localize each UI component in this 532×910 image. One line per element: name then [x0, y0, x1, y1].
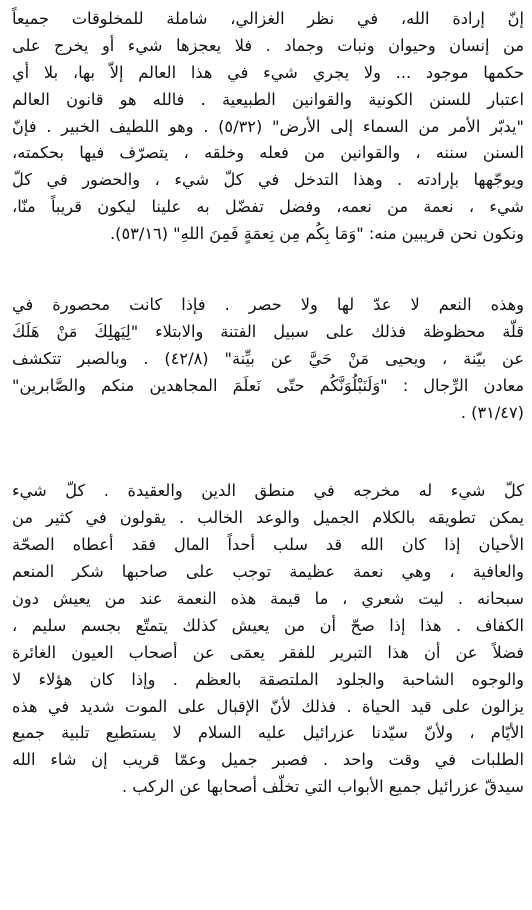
text-line: من إنسان وحيوان ونبات وجماد . فلا يعجزها شيء أو يخرج على: [12, 35, 524, 55]
text-line: قلّة محظوظة فذلك على سبيل الفتنة والابتلاء "لِيَهلِكَ مَنْ هَلَكَ: [12, 321, 524, 341]
text-line: السنن سننه ، والقوانين من فعله وخلقه ، يتصرّف فيها بحكمته،: [12, 143, 524, 163]
text-line: فضلاً عن أن هذا التبرير للفقر يعمَى عن أصحاب العيون الغائرة: [12, 642, 524, 662]
text-line: يزالون على قيد الحياة . فذلك لأنّ الإقبال على الموت شديد في هذه: [12, 696, 524, 716]
text-line: وهذه النعم لا عدّ لها ولا حصر . فإذا كانت محصورة في: [12, 295, 524, 315]
text-line: الكفاف . هذا إذا صحّ أن من يعيش كذلك يتمتّع بجسم سليم ،: [12, 615, 524, 635]
text-line: والوجوه الشاحبة والجلود الملتصقة بالعظم . وإذا كان هؤلاء لا: [12, 669, 524, 689]
text-line: معادن الرِّجال : "وَلَنَبْلُوَنَّكُم حتّى نَعلَمَ المجاهدين منكم والصَّابرين": [12, 375, 524, 395]
text-line: الأيّام ، ولأنّ سيّدنا عزرائيل عليه السلام لا يستطيع تلبية جميع: [12, 723, 524, 743]
text-line: "يدبّر الأمر من السماء إلى الأرض" (٥/٣٢) . وهو اللطيف الخبير . فإنّ: [12, 116, 524, 136]
text-line: (٣١/٤٧) .: [460, 402, 524, 422]
paragraph-spacer: [12, 426, 524, 478]
text-line: حكمها موجود ... ولا يجري شيء في هذا العالم إلاّ بها، بلا أي: [12, 62, 524, 82]
text-line: إنّ إرادة الله، في نظر الغزالي، شاملة للمخلوقات جميعاً: [12, 9, 524, 28]
text-line: يمكن تطويقه بالكلام الجميل والوعد الخالب . يقولون في كثير من: [12, 508, 524, 528]
text-line: سبحانه . ليت شعري ، ما قيمة هذه النعمة عند من يعيش دون: [12, 589, 524, 609]
text-line: والعافية ، وهي نعمة عظيمة توجب على صاحبها شكر المنعم: [12, 562, 524, 582]
text-line: ويوجّهها بإرادته . وهذا التدخل في كلّ شيء ، والحضور في كلّ: [12, 170, 524, 190]
text-line: سيدقّ عزرائيل جميع الأبواب التي تخلّف أصحابها عن الركب .: [121, 777, 524, 797]
text-line: الطلبات في وقت واحد . فصبر جميل وعمّا قريب إن شاء الله: [12, 750, 524, 770]
text-line: الأحيان إذا كان الله قد سلب أحداً المال فقد أعطاه الصحّة: [12, 535, 524, 555]
text-line: ونكون نحن قريبين منه: "وَمَا بِكُم مِن نِعمَةٍ فَمِنَ اللهِ" (٥٣/١٦).: [110, 224, 524, 244]
text-line: عن بيّنة ، ويحيى مَنْ حَيَّ عن بيِّنة" (٤٢/٨) . وبالصبر تتكشف: [12, 348, 524, 368]
paragraph-1: [12, 6, 524, 248]
text-line: اعتبار للسنن الكونية والقوانين الطبيعية . فالله هو قانون العالم: [12, 89, 524, 109]
text-line: كلّ شيء له مخرجه في منطق الدين والعقيدة . كلّ شيء: [12, 481, 524, 501]
text-line: شيء ، نعمة من نعمه، وفضل تفضّل به علينا ليكون قريباً منّا،: [12, 197, 524, 217]
paragraph-3: [12, 478, 524, 801]
paragraph-2: [12, 292, 524, 426]
paragraph-spacer: [12, 248, 524, 292]
document-page: [12, 6, 524, 801]
